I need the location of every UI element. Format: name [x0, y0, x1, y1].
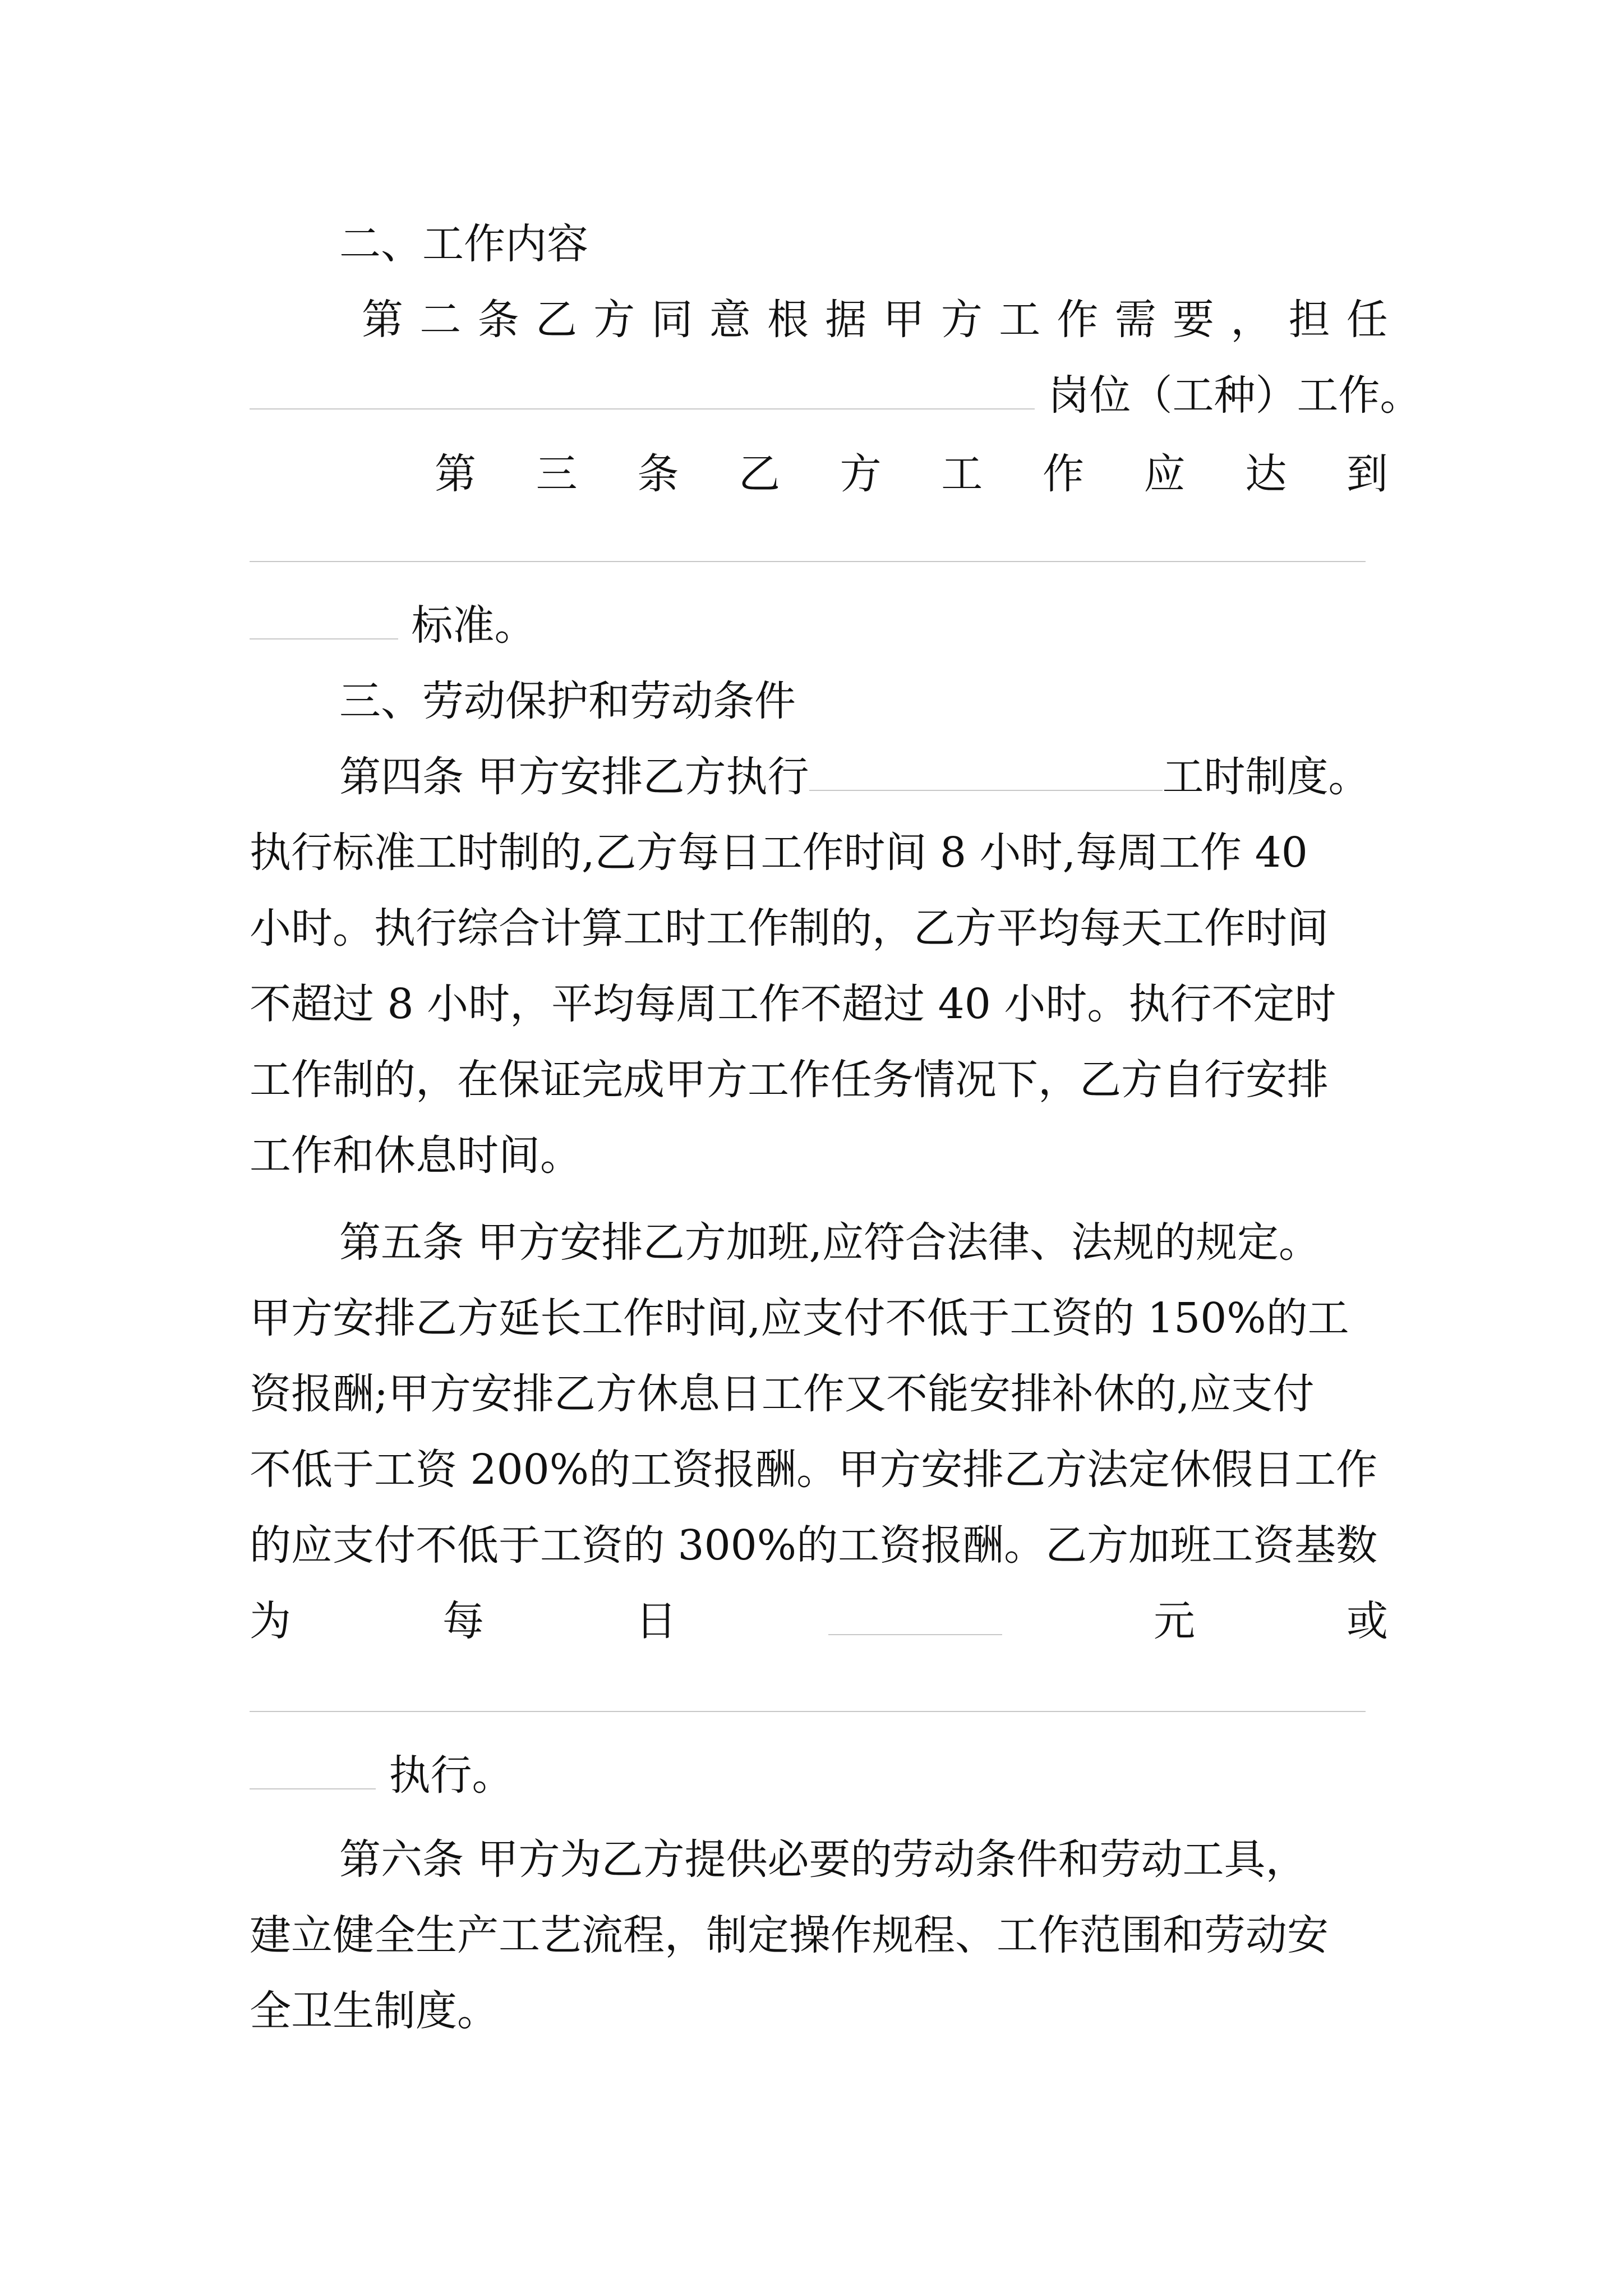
- article-4-line-2: 执行标准工时制的,乙方每日工作时间 8 小时,每周工作 40: [250, 829, 1308, 877]
- spread-char: 意: [709, 296, 751, 344]
- spread-char: 根: [767, 296, 809, 344]
- spread-char: 每: [442, 1597, 484, 1645]
- spread-char: ，: [1230, 296, 1272, 344]
- spread-char: 乙: [738, 450, 780, 498]
- section-heading-labor-protection: 三、劳动保护和劳动条件: [339, 677, 796, 725]
- fill-blank-overtime-end[interactable]: [250, 1748, 376, 1789]
- article-6-line-2: 建立健全生产工艺流程，制定操作规程、工作范围和劳动安: [250, 1911, 1329, 1959]
- fill-blank-working-hours[interactable]: [809, 749, 1163, 791]
- article-5-line-3: 资报酬;甲方安排乙方休息日工作又不能安排补休的,应支付: [250, 1370, 1315, 1418]
- spread-char: 或: [1347, 1597, 1388, 1645]
- spread-char: 应: [1144, 450, 1186, 498]
- article-3-line-1: [250, 443, 1388, 505]
- spread-char: 方: [593, 296, 635, 344]
- fill-blank-standard-end[interactable]: [250, 598, 398, 639]
- spread-char: 任: [1346, 296, 1388, 344]
- article-6-line-1: 第六条 甲方为乙方提供必要的劳动条件和劳动工具，: [339, 1835, 1307, 1884]
- spread-char: 二: [419, 296, 462, 344]
- spread-char: 要: [1172, 296, 1214, 344]
- fill-blank-position[interactable]: [250, 368, 1035, 409]
- article-2-line-1: [250, 289, 1388, 351]
- spread-char: 担: [1288, 296, 1330, 344]
- spread-char: 三: [536, 450, 578, 498]
- spread-char: 日: [635, 1597, 677, 1645]
- spread-char: 作: [1057, 296, 1099, 344]
- article-5-line-6: [250, 1590, 1388, 1652]
- fill-blank-overtime-base[interactable]: [250, 1711, 1366, 1712]
- article-5-line-7: 执行。: [250, 1745, 1388, 1806]
- article-6-line-3: 全卫生制度。: [250, 1987, 499, 2035]
- spread-char: 条: [477, 296, 519, 344]
- article-5-line-4: 不低于工资 200%的工资报酬。甲方安排乙方法定休假日工作: [250, 1446, 1378, 1494]
- spread-char: 到: [1346, 450, 1388, 498]
- spread-char: 工: [941, 450, 983, 498]
- article-5-line-5: 的应支付不低于工资的 300%的工资报酬。乙方加班工资基数: [250, 1521, 1378, 1570]
- spread-char: 需: [1114, 296, 1156, 344]
- spread-char: 方: [840, 450, 882, 498]
- spread-char: 第: [435, 450, 476, 498]
- article-5-line-1: 第五条 甲方安排乙方加班,应符合法律、法规的规定。: [339, 1218, 1321, 1267]
- spread-char: 工: [999, 296, 1041, 344]
- spread-char: 作: [1042, 450, 1084, 498]
- spread-char: 元: [1154, 1597, 1195, 1645]
- spread-char: 甲: [883, 296, 925, 344]
- fill-blank-daily-amount[interactable]: [828, 1594, 1002, 1635]
- fill-blank-standard[interactable]: [250, 561, 1366, 562]
- article-4-line-6: 工作和休息时间。: [250, 1131, 582, 1180]
- article-5-line-2: 甲方安排乙方延长工作时间,应支付不低于工资的 150%的工: [250, 1294, 1349, 1342]
- spread-char: 达: [1245, 450, 1287, 498]
- article-4-line-4: 不超过 8 小时，平均每周工作不超过 40 小时。执行不定时: [250, 980, 1336, 1028]
- spread-char: 方: [940, 296, 983, 344]
- section-heading-work-content: 二、工作内容: [339, 220, 588, 268]
- article-4-line-5: 工作制的，在保证完成甲方工作任务情况下，乙方自行安排: [250, 1056, 1329, 1104]
- spread-char: 为: [250, 1597, 291, 1645]
- spread-char: 同: [651, 296, 693, 344]
- article-2-line-2: 岗位（工种）工作。: [250, 365, 1388, 426]
- article-3-line-2: 标准。: [250, 595, 1388, 656]
- spread-char: 据: [825, 296, 867, 344]
- spread-char: 条: [637, 450, 679, 498]
- article-4-line-1: 第四条 甲方安排乙方执行 工时制度。: [250, 746, 1478, 808]
- spread-char: 第: [362, 296, 403, 344]
- spread-char: 乙: [535, 296, 577, 344]
- article-4-line-3: 小时。执行综合计算工时工作制的，乙方平均每天工作时间: [250, 904, 1329, 953]
